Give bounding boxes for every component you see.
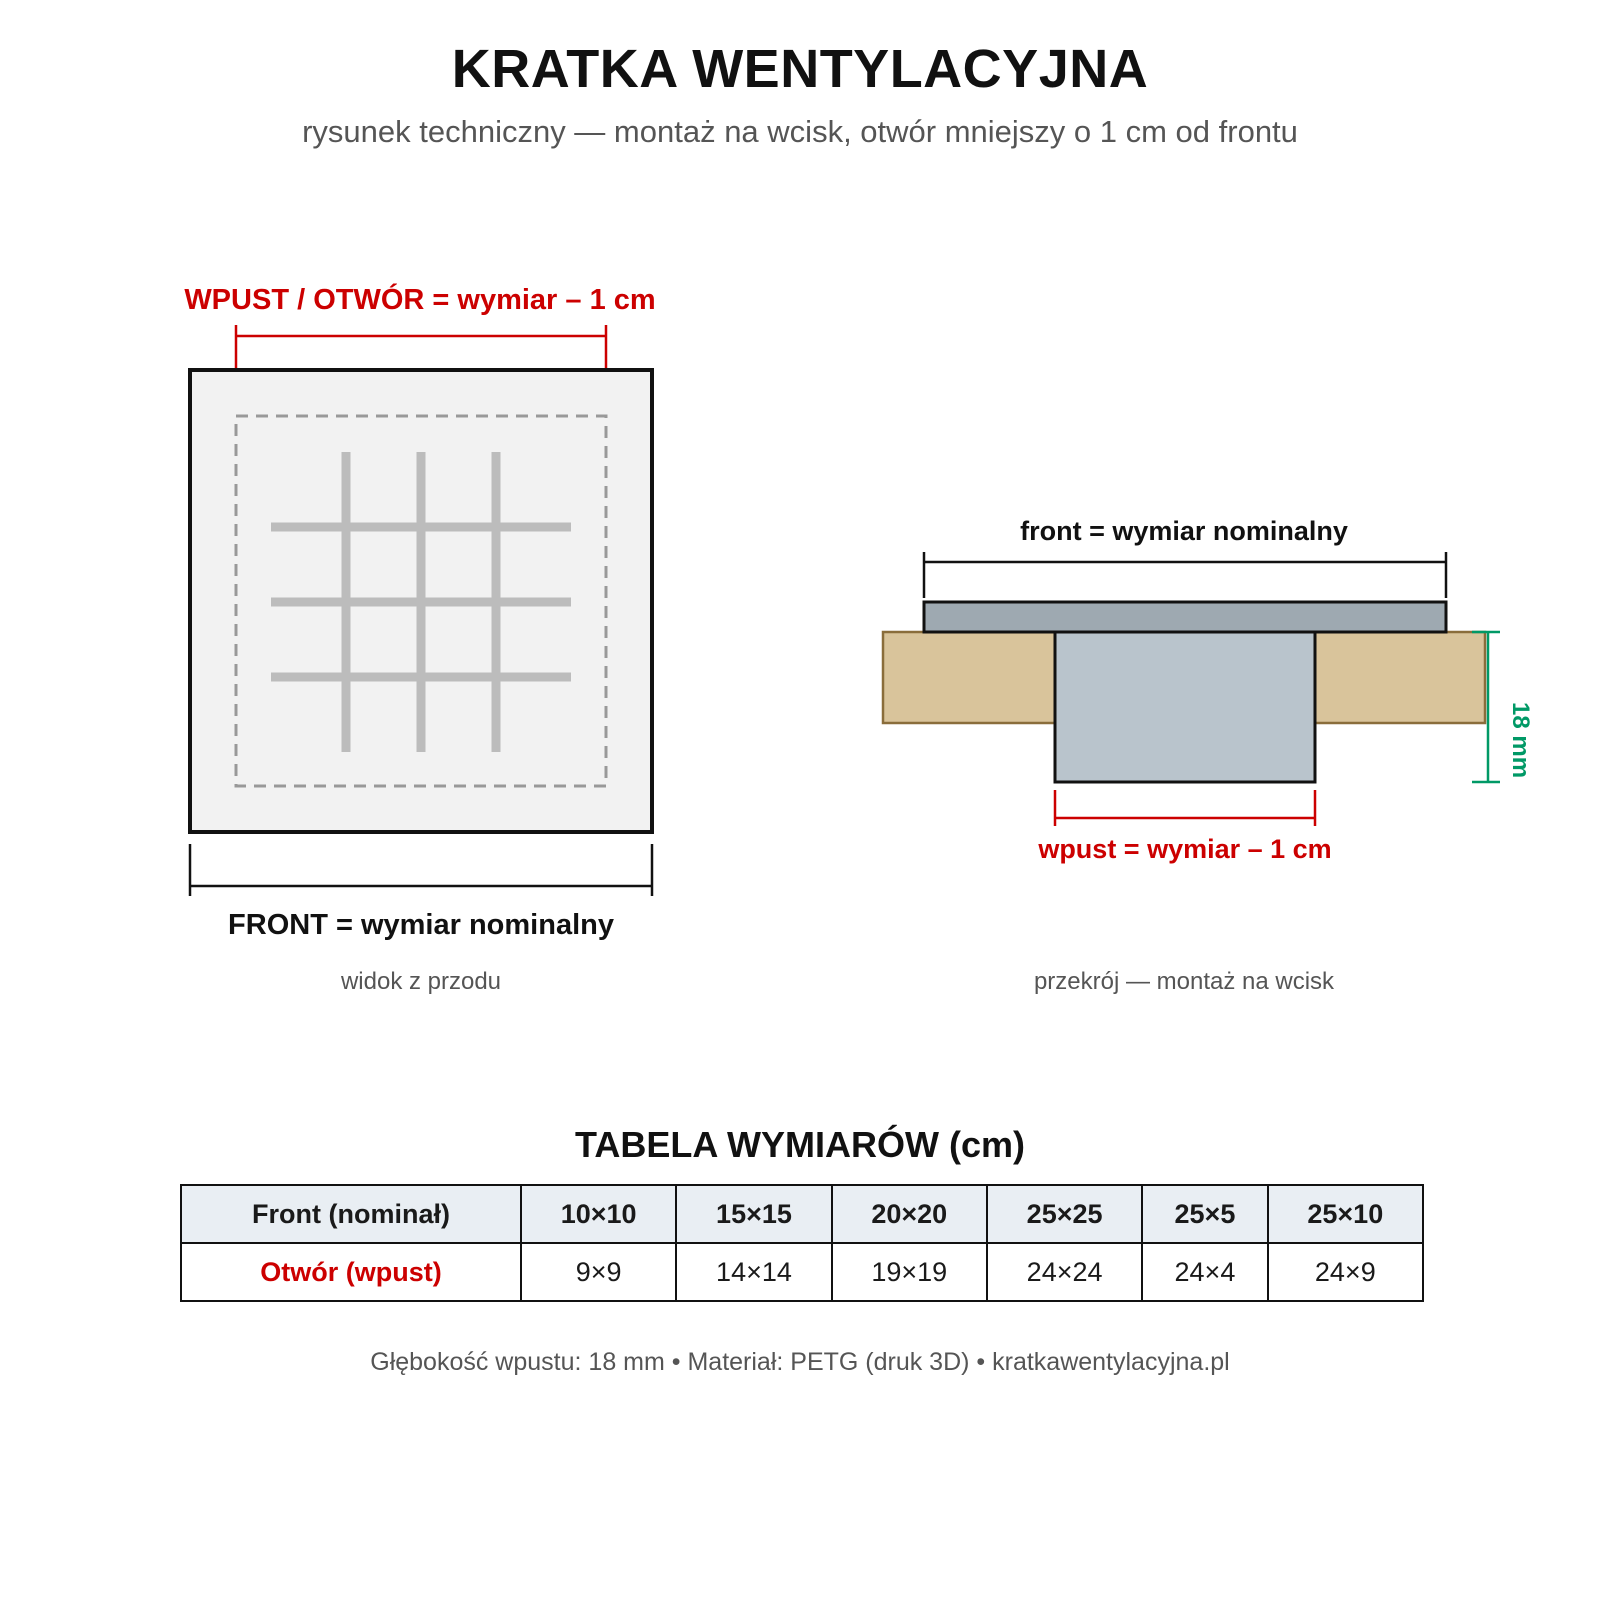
front-dimension-label: FRONT = wymiar nominalny — [228, 909, 614, 941]
table-cell: 24×24 — [987, 1243, 1142, 1301]
row-label-opening: Otwór (wpust) — [181, 1243, 521, 1301]
table-cell: 10×10 — [521, 1185, 676, 1243]
dimension-table — [180, 1184, 1424, 1302]
section-front-dimension-line — [924, 552, 1446, 598]
insert-dimension-label: wpust = wymiar – 1 cm — [1038, 834, 1332, 864]
insert-dimension-line — [1055, 790, 1315, 826]
opening-dimension-label: WPUST / OTWÓR = wymiar – 1 cm — [184, 284, 656, 316]
table-cell: 20×20 — [832, 1185, 987, 1243]
table-cell: 25×10 — [1268, 1185, 1423, 1243]
section-view-caption: przekrój — montaż na wcisk — [1033, 968, 1335, 995]
front-dimension-line — [190, 844, 652, 896]
front-view — [184, 282, 655, 995]
table-cell: 24×4 — [1142, 1243, 1267, 1301]
depth-dimension-label: 18 mm — [1507, 701, 1534, 779]
section-view — [883, 516, 1534, 995]
table-cell: 15×15 — [676, 1185, 831, 1243]
table-cell: 9×9 — [521, 1243, 676, 1301]
table-cell: 25×5 — [1142, 1185, 1267, 1243]
section-front-label: front = wymiar nominalny — [1020, 516, 1348, 546]
table-cell: 25×25 — [987, 1185, 1142, 1243]
grille-front-plate — [924, 602, 1446, 632]
table-cell: 14×14 — [676, 1243, 831, 1301]
grille-insert — [1055, 632, 1315, 782]
table-cell: 19×19 — [832, 1243, 987, 1301]
page-subtitle: rysunek techniczny — montaż na wcisk, otwór mniejszy o 1 cm od frontu — [302, 114, 1298, 149]
row-label-front: Front (nominał) — [181, 1185, 521, 1243]
table-title: TABELA WYMIARÓW (cm) — [575, 1124, 1025, 1165]
footer-note: Głębokość wpustu: 18 mm • Materiał: PETG (druk 3D) • kratkawentylacyjna.pl — [370, 1348, 1230, 1376]
page-title: KRATKA WENTYLACYJNA — [451, 39, 1149, 99]
table-row-front — [181, 1185, 1423, 1243]
table-cell: 24×9 — [1268, 1243, 1423, 1301]
table-row-opening — [181, 1243, 1423, 1301]
front-view-caption: widok z przodu — [340, 968, 502, 995]
